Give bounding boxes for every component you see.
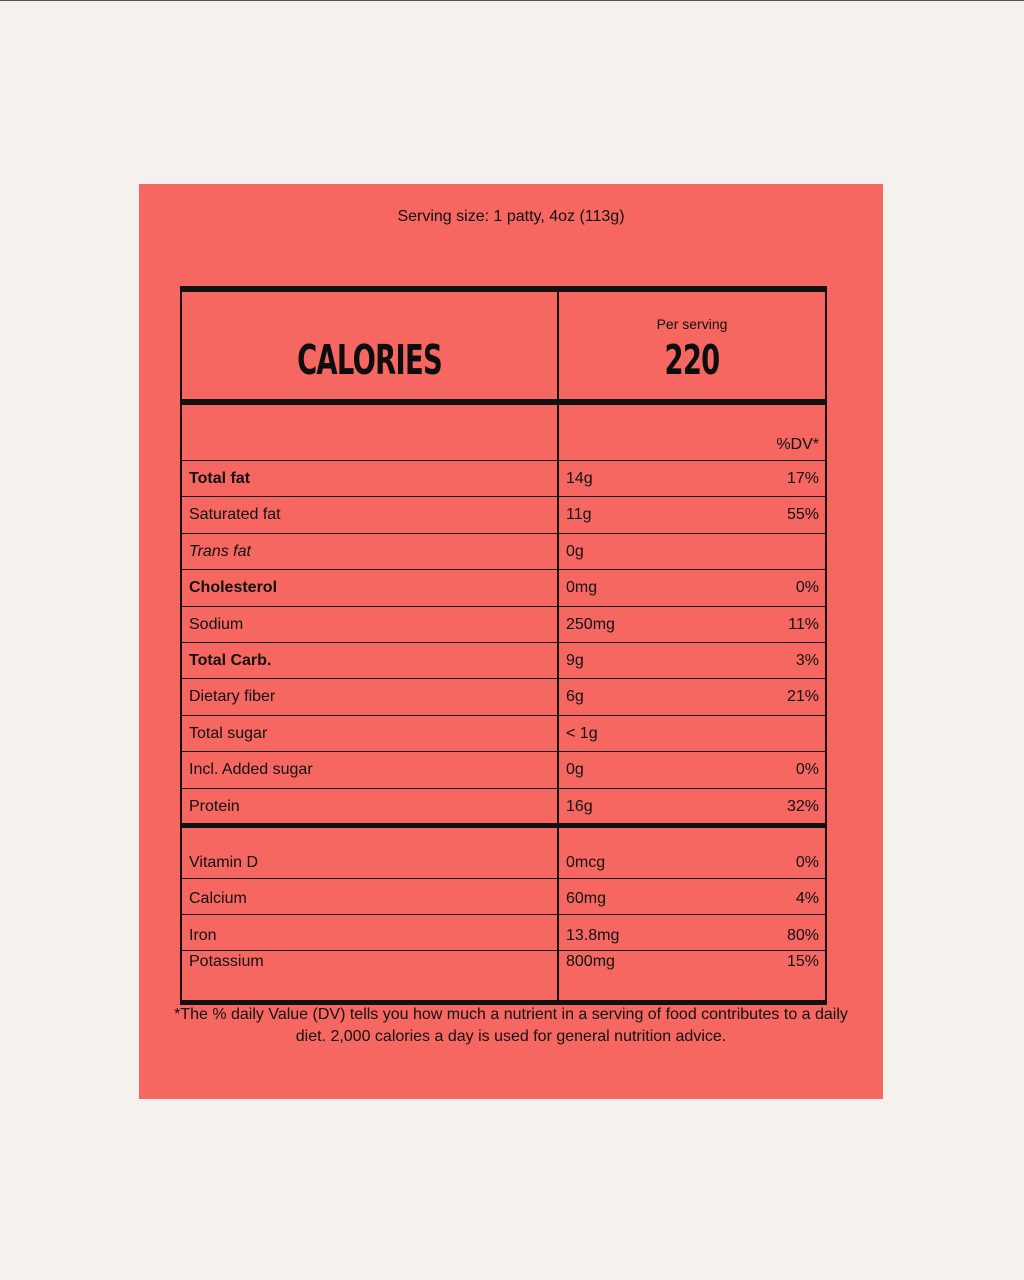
- dv-column-header: %DV*: [776, 436, 819, 453]
- row-divider: [180, 533, 827, 534]
- nutrient-name: Total sugar: [189, 725, 268, 742]
- nutrient-amount: 0g: [566, 543, 584, 560]
- nutrient-name: Dietary fiber: [189, 688, 276, 705]
- mineral-dv: 0%: [795, 854, 819, 871]
- nutrient-dv: 11%: [788, 616, 819, 633]
- nutrient-amount: 0mg: [566, 579, 598, 596]
- calories-label: CALORIES: [297, 336, 442, 384]
- mineral-dv: 15%: [786, 953, 819, 970]
- column-divider-nutrients: [557, 405, 559, 823]
- top-border-line: [0, 0, 1024, 1]
- nutrient-dv: 3%: [795, 652, 819, 669]
- nutrient-name: Total Carb.: [189, 652, 272, 669]
- row-divider: [180, 678, 827, 679]
- mineral-dv: 80%: [786, 927, 819, 944]
- row-divider: [180, 788, 827, 789]
- nutrition-card: [139, 184, 883, 1099]
- row-divider: [180, 950, 827, 951]
- row-divider: [180, 460, 827, 461]
- nutrient-amount: 11g: [566, 506, 592, 523]
- mineral-name: Vitamin D: [189, 854, 259, 871]
- nutrient-dv: 17%: [786, 470, 819, 487]
- nutrient-name: Protein: [189, 798, 240, 815]
- row-divider: [180, 878, 827, 879]
- dv-footnote: *The % daily Value (DV) tells you how much a nutrient in a serving of food contributes to a daily diet. 2,000 calories a day is used for general nutrition advice.: [174, 1006, 848, 1045]
- row-divider: [180, 715, 827, 716]
- nutrient-dv: 0%: [795, 579, 819, 596]
- nutrient-name: Cholesterol: [189, 579, 278, 596]
- per-serving-label: Per serving: [656, 316, 728, 332]
- nutrient-amount: 6g: [566, 688, 584, 705]
- nutrient-amount: 9g: [566, 652, 584, 669]
- mineral-amount: 0mcg: [566, 854, 606, 871]
- nutrient-amount: 14g: [566, 470, 593, 487]
- mineral-dv: 4%: [795, 890, 819, 907]
- nutrient-amount: 250mg: [566, 616, 615, 633]
- row-divider: [180, 642, 827, 643]
- serving-size: Serving size: 1 patty, 4oz (113g): [397, 208, 625, 225]
- nutrient-name: Total fat: [189, 470, 251, 487]
- row-divider: [180, 569, 827, 570]
- nutrient-dv: 32%: [786, 798, 819, 815]
- mineral-amount: 800mg: [566, 953, 615, 970]
- nutrient-name: Trans fat: [189, 543, 251, 560]
- nutrient-name: Incl. Added sugar: [189, 761, 313, 778]
- mineral-amount: 13.8mg: [566, 927, 620, 944]
- nutrient-name: Saturated fat: [189, 506, 281, 523]
- calories-value: 220: [664, 336, 720, 384]
- column-divider-minerals: [557, 828, 559, 1000]
- nutrition-facts-table: [180, 286, 827, 1005]
- nutrient-amount: 0g: [566, 761, 584, 778]
- row-divider: [180, 751, 827, 752]
- nutrient-dv: 21%: [786, 688, 819, 705]
- mineral-name: Calcium: [189, 890, 247, 907]
- column-divider-header: [557, 291, 559, 399]
- mineral-name: Iron: [189, 927, 217, 944]
- row-divider: [180, 606, 827, 607]
- rule-minerals: [180, 823, 827, 828]
- row-divider: [180, 914, 827, 915]
- nutrient-dv: 0%: [795, 761, 819, 778]
- rule-header: [180, 399, 827, 405]
- nutrient-amount: 16g: [566, 798, 593, 815]
- nutrient-amount: < 1g: [566, 725, 598, 742]
- nutrient-name: Sodium: [189, 616, 244, 633]
- mineral-name: Potassium: [189, 953, 264, 970]
- row-divider: [180, 496, 827, 497]
- nutrient-dv: 55%: [786, 506, 819, 523]
- mineral-amount: 60mg: [566, 890, 607, 907]
- rule-top-inner: [180, 291, 827, 292]
